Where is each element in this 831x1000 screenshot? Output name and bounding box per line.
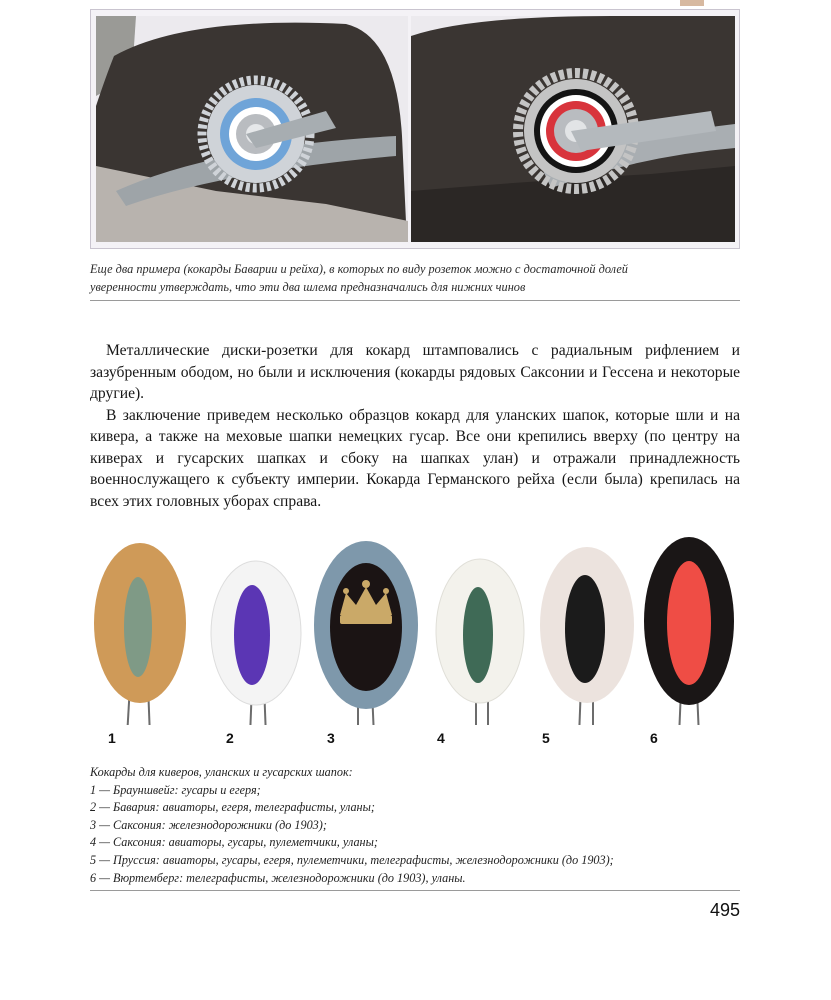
caption-item: 2 — Бавария: авиаторы, егеря, телеграфисты, уланы;: [90, 800, 375, 815]
body-text: [90, 340, 740, 512]
cockade-2: [206, 535, 306, 730]
cockade-number: 2: [226, 730, 234, 746]
cockade-center: [124, 577, 152, 677]
cockade-number: 3: [327, 730, 335, 746]
caption-item: 5 — Пруссия: авиаторы, гусары, егеря, пулеметчики, телеграфисты, железнодорожники (до 1903);: [90, 852, 614, 867]
cockade-center: [234, 585, 270, 685]
cockade-5: [537, 535, 637, 730]
corner-tab: [680, 0, 704, 6]
divider-rule: [90, 300, 740, 301]
caption-top-line: уверенности утверждать, что эти два шлема предназначались для нижних чинов: [90, 280, 526, 294]
cockade-4: [430, 535, 530, 730]
caption-item: 4 — Саксония: авиаторы, гусары, пулеметчики, уланы;: [90, 835, 378, 850]
figure-caption-top: [90, 260, 740, 296]
caption-item: 3 — Саксония: железнодорожники (до 1903);: [90, 817, 327, 832]
photo-reich-helmet: [411, 16, 735, 242]
cockade-6: [643, 535, 738, 730]
cockade-number: 6: [650, 730, 658, 746]
cockade-center: [667, 561, 711, 685]
cockade-center: [463, 587, 493, 683]
paragraph: В заключение приведем несколько образцов кокард для уланских шапок, которые шли и на кивера, а также на меховые шапки немецких гусар. Все они крепились вверху (по центру на киверах и гусарских шапках и сбоку на шапках улан) и отражали принадлежность военнослужащего к субъекту империи. Кокарда Германского рейха (если была) крепилась на всех этих головных уборах справа.: [90, 406, 740, 510]
cockade-number: 4: [437, 730, 445, 746]
cockades-figure: [90, 535, 740, 755]
caption-title: Кокарды для киверов, уланских и гусарских шапок:: [90, 765, 353, 779]
reich-helmet-image: [411, 16, 735, 242]
caption-item: 1 — Брауншвейг: гусары и егеря;: [90, 782, 261, 797]
cockade-center: [565, 575, 605, 683]
paragraph: Металлические диски-розетки для кокард штамповались с радиальным рифлением и зазубренным ободом, но были и исключения (кокарды рядовых Саксонии и Гессена и некоторые другие).: [90, 342, 740, 402]
figure-caption-bottom: [90, 764, 740, 887]
helmet-photos-figure: [90, 9, 740, 249]
cockade-number: 5: [542, 730, 550, 746]
divider-rule: [90, 890, 740, 891]
page-number: 495: [709, 900, 740, 920]
cockade-1: [90, 535, 190, 730]
cockade-3: [312, 535, 420, 730]
cockade-number: 1: [108, 730, 116, 746]
bavaria-helmet-image: [96, 16, 408, 242]
photo-bavaria-helmet: [96, 16, 408, 242]
caption-item: 6 — Вюртемберг: телеграфисты, железнодорожники (до 1903), уланы.: [90, 870, 466, 885]
caption-top-line: Еще два примера (кокарды Баварии и рейха), в которых по виду розеток можно с достаточной долей: [90, 262, 628, 276]
